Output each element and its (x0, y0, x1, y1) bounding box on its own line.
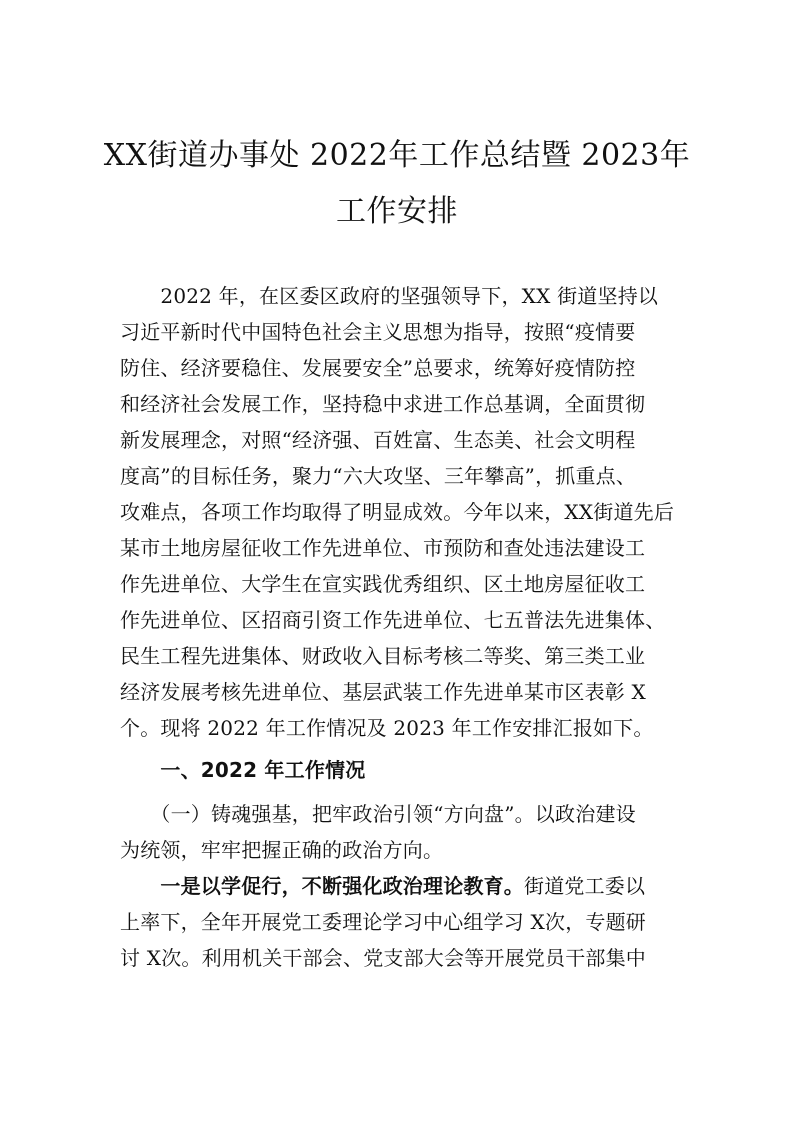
document-title-line-2: 工作安排 (336, 194, 458, 229)
body-text-line: 攻难点，各项工作均取得了明显成效。今年以来，XX街道先后 (120, 500, 675, 524)
body-text-line: 某市土地房屋征收工作先进单位、市预防和查处违法建设工 (120, 536, 646, 560)
point-1-line-2: 上率下，全年开展党工委理论学习中心组学习 X次，专题研 (120, 910, 646, 934)
section-heading-1: 一、2022 年工作情况 (120, 758, 366, 782)
body-text-line: 防住、经济要稳住、发展要安全”总要求，统筹好疫情防控 (120, 356, 636, 380)
point-1-line-3: 讨 X次。利用机关干部会、党支部大会等开展党员干部集中 (120, 946, 646, 970)
document-title-line-1: XX街道办事处 2022年工作总结暨 2023年 (103, 138, 691, 173)
body-text-line: 新发展理念，对照“经济强、百姓富、生态美、社会文明程 (120, 428, 636, 452)
body-text-line: 作先进单位、大学生在宣实践优秀组织、区土地房屋征收工 (120, 572, 646, 596)
point-1-bold-lead: 一是以学促行，不断强化政治理论教育。 (120, 874, 524, 898)
body-text-line: 经济发展考核先进单位、基层武装工作先进单某市区表彰 X (120, 680, 646, 704)
subsection-heading-text: （一）铸魂强基，把牢政治引领“方向盘”。以政治建设 (120, 802, 636, 826)
body-text-line: 个。现将 2022 年工作情况及 2023 年工作安排汇报如下。 (120, 716, 654, 740)
body-text-line: 民生工程先进集体、财政收入目标考核二等奖、第三类工业 (120, 644, 646, 668)
body-text-line: 度高”的目标任务，聚力“六大攻坚、三年攀高”，抓重点、 (120, 464, 637, 488)
body-text-line: 和经济社会发展工作，坚持稳中求进工作总基调，全面贯彻 (120, 392, 646, 416)
point-1-rest: 街道党工委以 (524, 874, 646, 898)
body-text-line: 2022 年，在区委区政府的坚强领导下，XX 街道坚持以 (120, 284, 659, 308)
body-text-line: 作先进单位、区招商引资工作先进单位、七五普法先进集体、 (120, 608, 666, 632)
body-text-line: 习近平新时代中国特色社会主义思想为指导，按照“疫情要 (120, 320, 636, 344)
point-1-line (120, 876, 645, 896)
subsection-text-line: 为统领，牢牢把握正确的政治方向。 (120, 838, 444, 862)
